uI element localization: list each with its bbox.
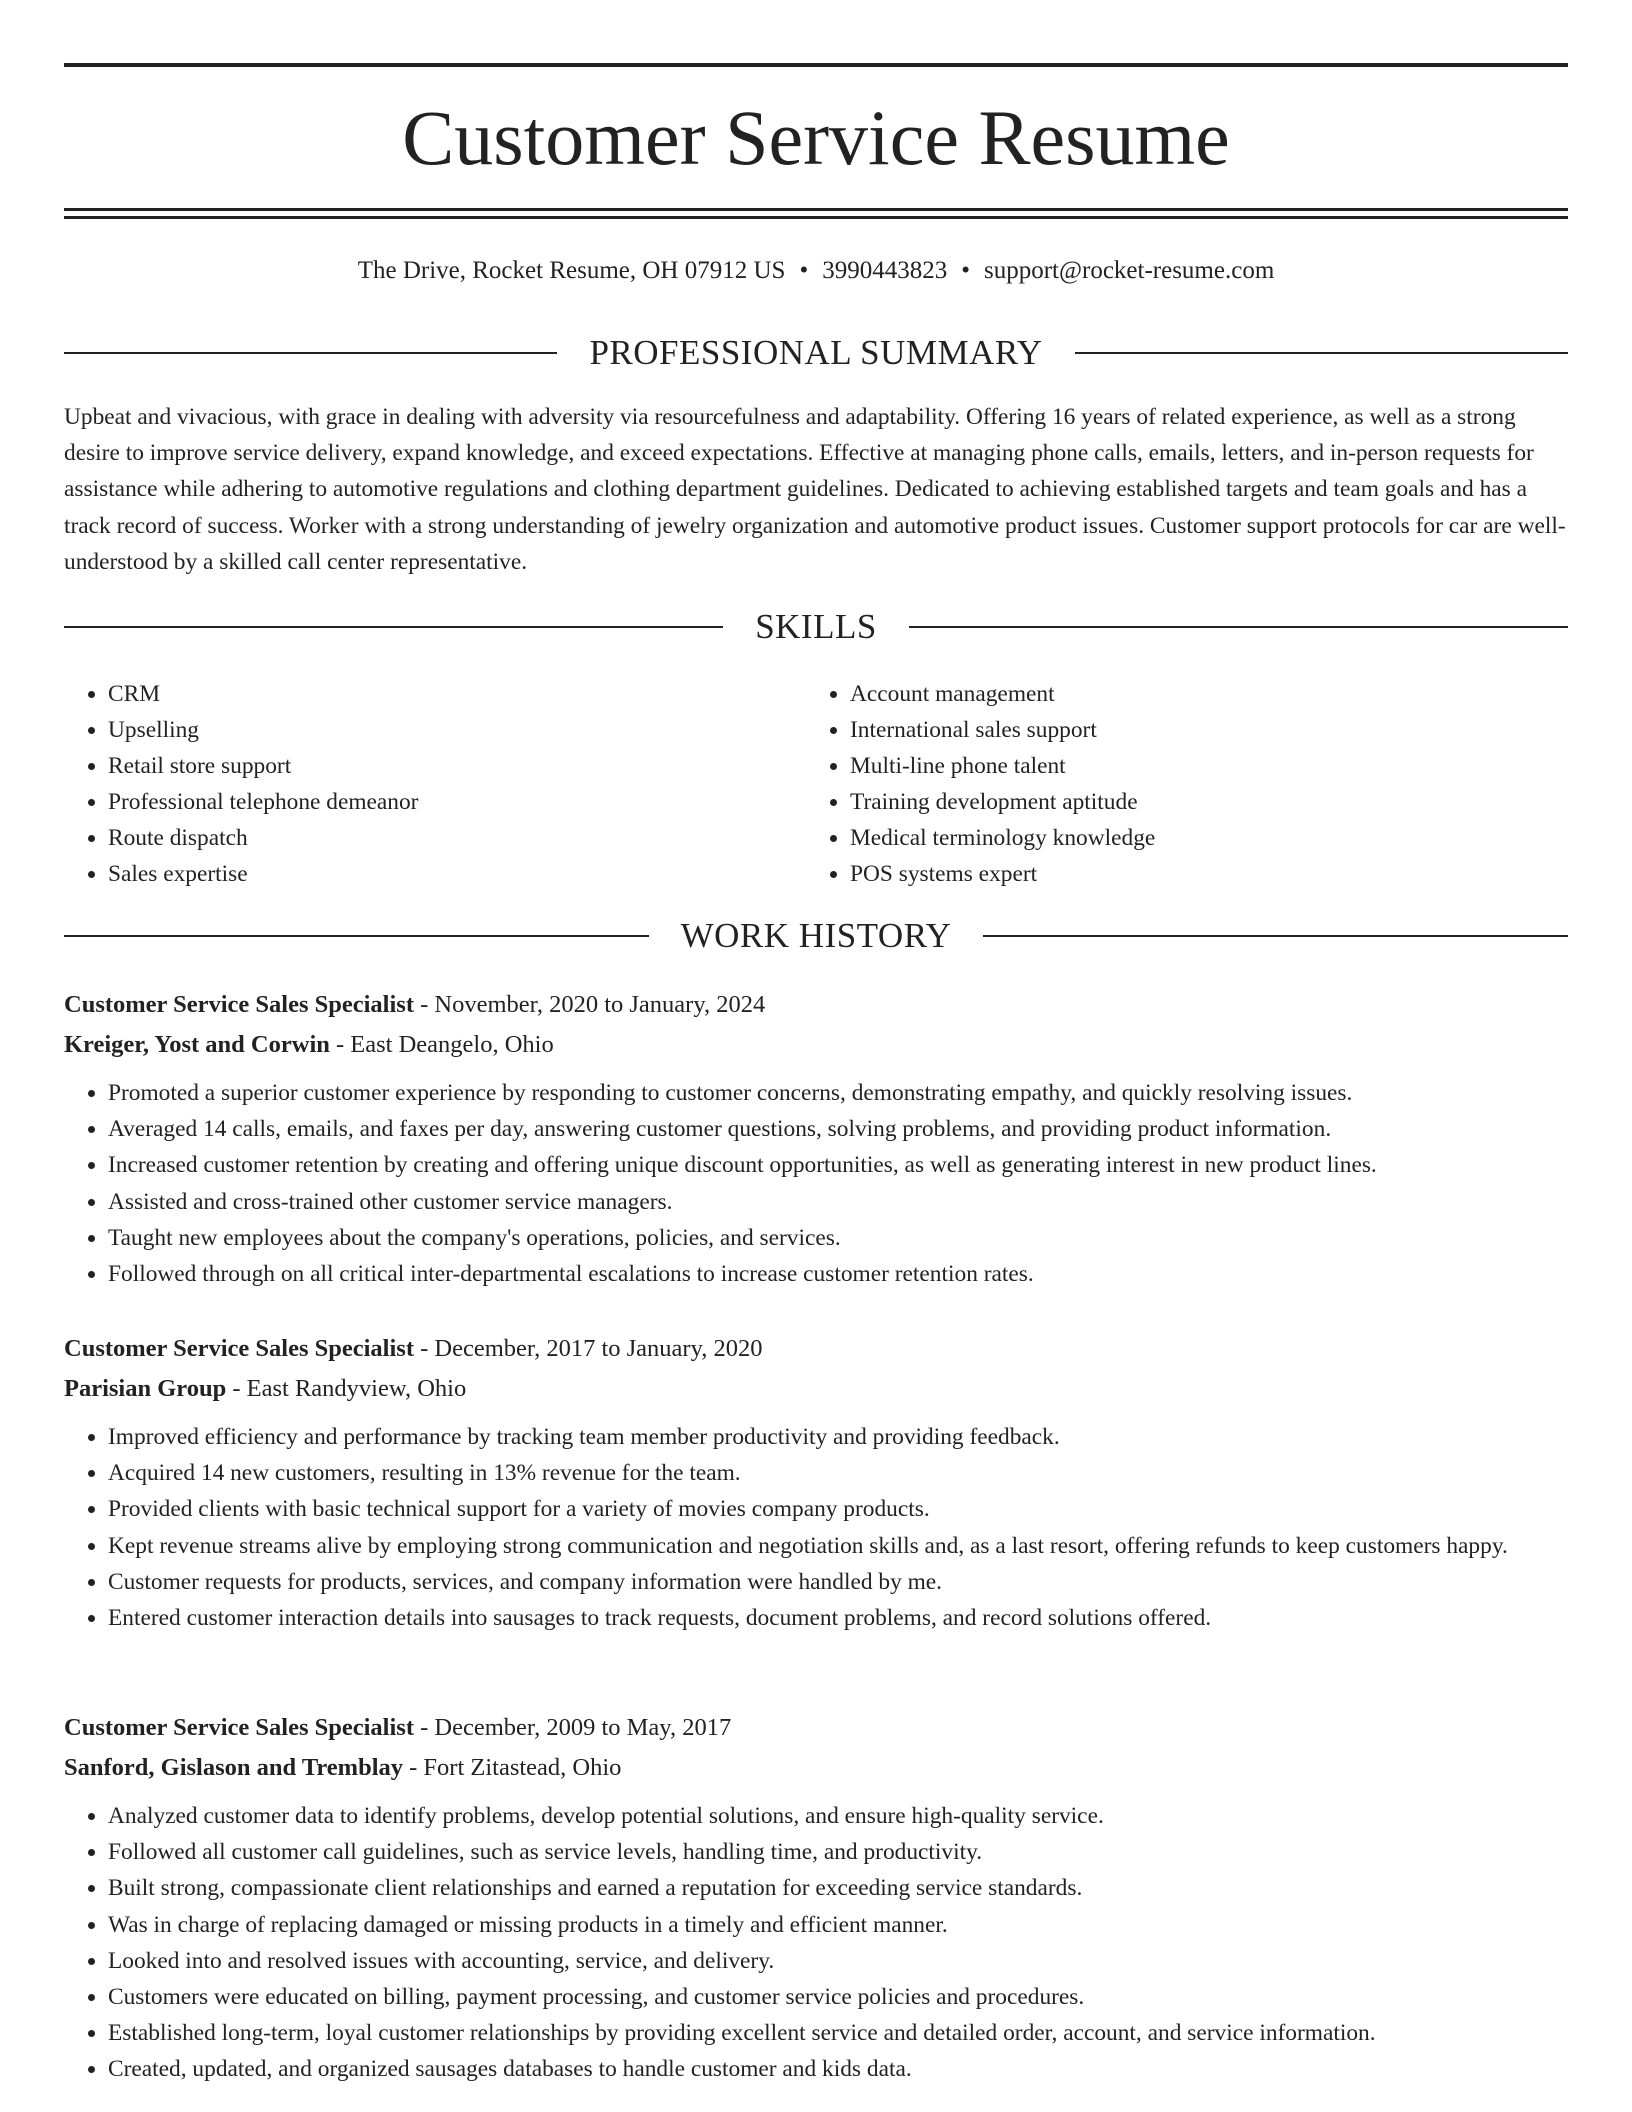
section-title-skills: SKILLS bbox=[755, 607, 877, 646]
section-rule-left bbox=[64, 352, 557, 354]
section-header-work-history bbox=[64, 914, 1568, 958]
section-title-summary: PROFESSIONAL SUMMARY bbox=[589, 333, 1043, 372]
job-bullet: • Kept revenue streams alive by employing strong communication and negotiation skills and, as a last resort, offering refunds to keep customers happy. bbox=[108, 1528, 1568, 1564]
contact-separator: • bbox=[799, 257, 809, 284]
job-dates: - November, 2020 to January, 2024 bbox=[414, 991, 766, 1018]
job-bullet: • Acquired 14 new customers, resulting in 13% revenue for the team. bbox=[108, 1455, 1568, 1491]
job-entry bbox=[64, 985, 1568, 1292]
job-bullet: • Entered customer interaction details into sausages to track requests, document problems, and record solutions offered. bbox=[108, 1600, 1568, 1636]
skill-item: • Training development aptitude bbox=[850, 784, 1568, 820]
summary-paragraph: Upbeat and vivacious, with grace in dealing with adversity via resourcefulness and adaptability. Offering 16 years of related experience, as well as a strong desire to improve service delivery, expand knowledge, and exceed expectations. Effective at managing phone calls, emails, letters, and in-person requests for assistance while adhering to automotive regulations and clothing department guidelines. Dedicated to achieving established targets and team goals and has a track record of success. Worker with a strong understanding of jewelry organization and automotive product issues. Customer support protocols for car are well-understood by a skilled call center representative. bbox=[64, 404, 1566, 575]
job-bullet: • Analyzed customer data to identify problems, develop potential solutions, and ensure high-quality service. bbox=[108, 1798, 1568, 1834]
job-title: Customer Service Sales Specialist bbox=[64, 991, 414, 1018]
top-rule bbox=[64, 63, 1568, 67]
job-bullet: • Followed through on all critical inter-departmental escalations to increase customer retention rates. bbox=[108, 1256, 1568, 1292]
job-title: Customer Service Sales Specialist bbox=[64, 1714, 414, 1741]
job-bullet: • Customers were educated on billing, payment processing, and customer service policies and procedures. bbox=[108, 1979, 1568, 2015]
job-bullet: • Established long-term, loyal customer relationships by providing excellent service and detailed order, account, and service information. bbox=[108, 2015, 1568, 2051]
skill-item: • Route dispatch bbox=[108, 820, 806, 856]
job-role-line bbox=[64, 1708, 1568, 1748]
contact-line bbox=[64, 254, 1568, 288]
job-bullet: • Was in charge of replacing damaged or missing products in a timely and efficient manner. bbox=[108, 1907, 1568, 1943]
job-bullet: • Customer requests for products, services, and company information were handled by me. bbox=[108, 1564, 1568, 1600]
skill-item: • CRM bbox=[108, 676, 806, 712]
job-dates: - December, 2017 to January, 2020 bbox=[414, 1335, 763, 1362]
job-bullet: • Improved efficiency and performance by tracking team member productivity and providing feedback. bbox=[108, 1419, 1568, 1455]
skill-item: • Sales expertise bbox=[108, 856, 806, 892]
job-location: - East Randyview, Ohio bbox=[226, 1375, 467, 1402]
skill-item: • POS systems expert bbox=[850, 856, 1568, 892]
job-role-line bbox=[64, 985, 1568, 1025]
job-entry bbox=[64, 1708, 1568, 2088]
contact-phone: 3990443823 bbox=[822, 257, 948, 284]
job-bullet: • Created, updated, and organized sausages databases to handle customer and kids data. bbox=[108, 2051, 1568, 2087]
job-bullet: • Averaged 14 calls, emails, and faxes per day, answering customer questions, solving problems, and providing product information. bbox=[108, 1111, 1568, 1147]
job-entry bbox=[64, 1329, 1568, 1636]
job-dates: - December, 2009 to May, 2017 bbox=[414, 1714, 732, 1741]
job-bullet-list bbox=[64, 1075, 1568, 1292]
job-title: Customer Service Sales Specialist bbox=[64, 1335, 414, 1362]
job-location: - Fort Zitastead, Ohio bbox=[403, 1754, 622, 1781]
skills-column-right bbox=[806, 676, 1568, 892]
job-company-line bbox=[64, 1369, 1568, 1409]
job-bullet: • Built strong, compassionate client relationships and earned a reputation for exceeding service standards. bbox=[108, 1870, 1568, 1906]
section-header-skills bbox=[64, 605, 1568, 649]
job-bullet-list bbox=[64, 1419, 1568, 1636]
section-rule-right bbox=[909, 626, 1568, 628]
job-company-line bbox=[64, 1748, 1568, 1788]
job-bullet-list bbox=[64, 1798, 1568, 2088]
job-location: - East Deangelo, Ohio bbox=[329, 1031, 554, 1058]
job-company-line bbox=[64, 1025, 1568, 1065]
skill-item: • Retail store support bbox=[108, 748, 806, 784]
skill-item: • Medical terminology knowledge bbox=[850, 820, 1568, 856]
title-rule-lower bbox=[64, 216, 1568, 219]
skill-item: • Upselling bbox=[108, 712, 806, 748]
section-rule-left bbox=[64, 626, 723, 628]
job-company: Sanford, Gislason and Tremblay bbox=[64, 1754, 404, 1781]
skill-item: • Multi-line phone talent bbox=[850, 748, 1568, 784]
job-bullet: • Taught new employees about the company's operations, policies, and services. bbox=[108, 1220, 1568, 1256]
job-bullet: • Provided clients with basic technical support for a variety of movies company products. bbox=[108, 1491, 1568, 1527]
skill-item: • Account management bbox=[850, 676, 1568, 712]
section-title-work-history: WORK HISTORY bbox=[680, 916, 952, 955]
job-bullet: • Assisted and cross-trained other customer service managers. bbox=[108, 1184, 1568, 1220]
section-rule-right bbox=[983, 935, 1568, 937]
job-bullet: • Looked into and resolved issues with accounting, service, and delivery. bbox=[108, 1943, 1568, 1979]
skills-column-left bbox=[64, 676, 806, 892]
section-rule-right bbox=[1075, 352, 1568, 354]
job-role-line bbox=[64, 1329, 1568, 1369]
contact-separator: • bbox=[961, 257, 970, 284]
skill-item: • International sales support bbox=[850, 712, 1568, 748]
job-bullet: • Increased customer retention by creating and offering unique discount opportunities, as well as generating interest in new product lines. bbox=[108, 1147, 1568, 1183]
job-bullet: • Promoted a superior customer experience by responding to customer concerns, demonstrating empathy, and quickly resolving issues. bbox=[108, 1075, 1568, 1111]
title-rule-upper bbox=[64, 208, 1568, 211]
section-header-summary bbox=[64, 331, 1568, 375]
skills-list bbox=[64, 676, 1568, 892]
job-company: Kreiger, Yost and Corwin bbox=[64, 1031, 330, 1058]
contact-email: support@rocket-resume.com bbox=[983, 257, 1275, 284]
contact-address: The Drive, Rocket Resume, OH 07912 US bbox=[357, 257, 786, 284]
skill-item: • Professional telephone demeanor bbox=[108, 784, 806, 820]
section-rule-left bbox=[64, 935, 649, 937]
resume-title: Customer Service Resume bbox=[402, 94, 1230, 181]
job-company: Parisian Group bbox=[64, 1375, 227, 1402]
job-bullet: • Followed all customer call guidelines, such as service levels, handling time, and productivity. bbox=[108, 1834, 1568, 1870]
